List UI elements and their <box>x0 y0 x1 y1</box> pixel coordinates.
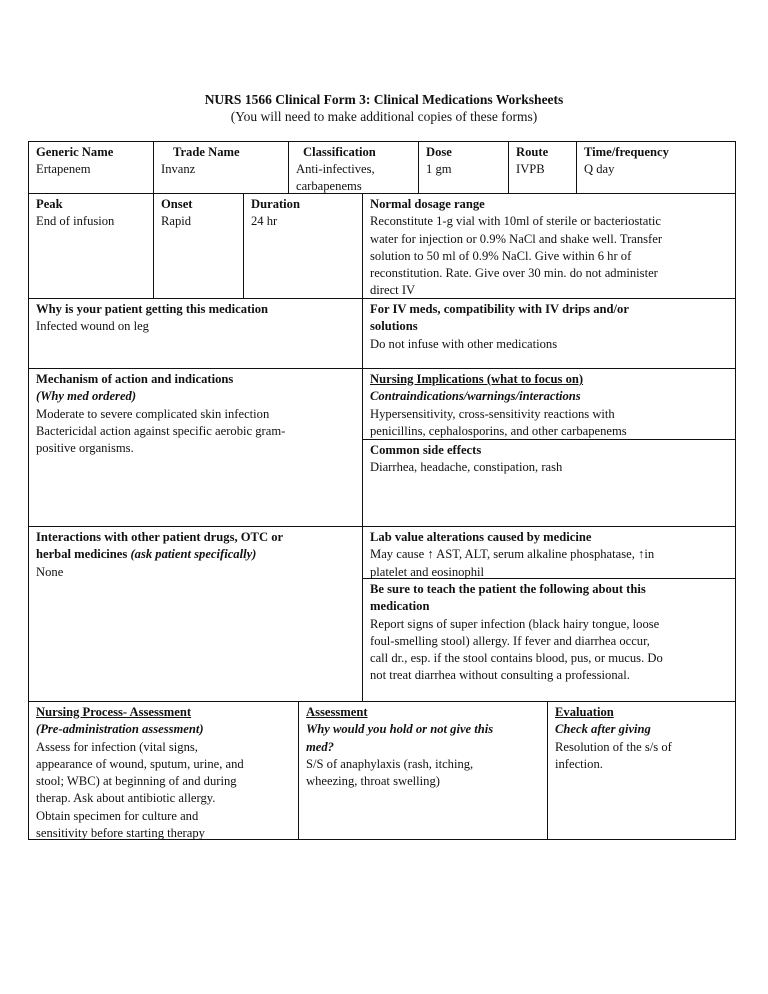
assessment-sublabel-1: Why would you hold or not give this <box>306 722 494 737</box>
normal-dosage-line: water for injection or 0.9% NaCl and shake well. Transfer <box>370 231 663 246</box>
interactions-cell <box>30 528 362 701</box>
peak-cell <box>30 195 153 298</box>
peak-value: End of infusion <box>36 214 115 229</box>
nursing-process-line: appearance of wound, sputum, urine, and <box>36 756 244 771</box>
lab-values-cell <box>364 528 736 578</box>
col-divider <box>508 141 509 193</box>
normal-dosage-label: Normal dosage range <box>370 197 485 211</box>
assessment-line: S/S of anaphylaxis (rash, itching, <box>306 756 474 771</box>
nursing-implications-line: penicillins, cephalosporins, and other carbapenems <box>370 423 627 438</box>
mechanism-cell <box>30 370 362 526</box>
generic-name-value: Ertapenem <box>36 162 91 177</box>
interactions-label-1: Interactions with other patient drugs, OTC or <box>36 530 284 544</box>
nursing-process-sublabel: (Pre-administration assessment) <box>36 722 204 737</box>
duration-cell <box>245 195 362 298</box>
row-divider <box>28 526 736 527</box>
col-divider <box>418 141 419 193</box>
col-divider <box>153 193 154 298</box>
col-divider <box>547 701 548 840</box>
mechanism-line: Bactericidal action against specific aerobic gram- <box>36 423 286 438</box>
generic-name-cell <box>30 143 153 193</box>
nursing-process-cell <box>30 703 298 840</box>
col-divider <box>153 141 154 193</box>
evaluation-label: Evaluation <box>555 705 614 719</box>
trade-name-cell <box>155 143 288 193</box>
why-medication-cell <box>30 300 362 368</box>
document-subtitle: (You will need to make additional copies of these forms) <box>230 109 538 124</box>
col-divider <box>362 193 363 701</box>
classification-label: Classification <box>303 145 376 159</box>
lab-values-line: May cause ↑ AST, ALT, serum alkaline phosphatase, ↑in <box>370 547 655 562</box>
why-medication-value: Infected wound on leg <box>36 319 149 334</box>
assessment-line: wheezing, throat swelling) <box>306 774 440 789</box>
col-divider <box>288 141 289 193</box>
duration-label: Duration <box>251 197 300 211</box>
teach-patient-cell <box>364 580 736 701</box>
teach-patient-label-2: medication <box>370 599 430 614</box>
dose-value: 1 gm <box>426 162 452 177</box>
normal-dosage-cell <box>364 195 736 298</box>
teach-patient-line: foul-smelling stool) allergy. If fever and diarrhea occur, <box>370 633 650 648</box>
iv-compatibility-cell <box>364 300 736 368</box>
teach-patient-label-1: Be sure to teach the patient the following about this <box>370 582 646 596</box>
teach-patient-line: call dr., esp. if the stool contains blood, pus, or mucus. Do <box>370 651 663 666</box>
onset-label: Onset <box>161 197 193 211</box>
normal-dosage-line: Reconstitute 1-g vial with 10ml of sterile or bacteriostatic <box>370 214 661 229</box>
time-frequency-value: Q day <box>584 162 615 177</box>
assessment-cell <box>300 703 547 840</box>
nursing-implications-sublabel: Contraindications/warnings/interactions <box>370 389 581 404</box>
peak-label: Peak <box>36 197 63 211</box>
row-divider <box>28 368 736 369</box>
nursing-process-label: Nursing Process- Assessment <box>36 705 192 719</box>
trade-name-label: Trade Name <box>173 145 240 159</box>
iv-compatibility-label-2: solutions <box>370 319 418 334</box>
normal-dosage-line: direct IV <box>370 283 416 298</box>
document-header <box>0 92 768 125</box>
nursing-process-line: therap. Ask about antibiotic allergy. <box>36 791 216 806</box>
mechanism-line: Moderate to severe complicated skin infection <box>36 406 270 421</box>
time-frequency-label: Time/frequency <box>584 145 669 159</box>
row-divider <box>28 193 736 194</box>
side-effects-label: Common side effects <box>370 443 482 457</box>
duration-value: 24 hr <box>251 214 278 229</box>
nursing-process-line: stool; WBC) at beginning of and during <box>36 774 237 789</box>
trade-name-value: Invanz <box>161 162 196 177</box>
lab-values-line: platelet and eosinophil <box>370 564 485 578</box>
teach-patient-line: Report signs of super infection (black hairy tongue, loose <box>370 616 660 631</box>
classification-value-1: Anti-infectives, <box>296 162 375 177</box>
classification-cell <box>290 143 418 193</box>
assessment-label: Assessment <box>306 705 368 719</box>
teach-patient-line: not treat diarrhea without consulting a professional. <box>370 668 630 683</box>
row-divider <box>28 701 736 702</box>
evaluation-cell <box>549 703 736 840</box>
col-divider <box>576 141 577 193</box>
evaluation-line: Resolution of the s/s of <box>555 739 672 754</box>
row-divider <box>362 578 736 579</box>
normal-dosage-line: reconstitution. Rate. Give over 30 min. do not administer <box>370 266 658 281</box>
interactions-value: None <box>36 564 64 579</box>
normal-dosage-line: solution to 50 ml of 0.9% NaCl. Give within 6 hr of <box>370 248 632 263</box>
evaluation-line: infection. <box>555 756 603 771</box>
nursing-implications-line: Hypersensitivity, cross-sensitivity reactions with <box>370 406 615 421</box>
side-effects-value: Diarrhea, headache, constipation, rash <box>370 460 563 475</box>
onset-value: Rapid <box>161 214 192 229</box>
generic-name-label: Generic Name <box>36 145 114 159</box>
evaluation-sublabel: Check after giving <box>555 722 651 737</box>
dose-label: Dose <box>426 145 452 159</box>
interactions-label-2-italic: (ask patient specifically) <box>130 547 257 562</box>
route-label: Route <box>516 145 549 159</box>
why-medication-label: Why is your patient getting this medication <box>36 302 269 316</box>
nursing-process-line: Obtain specimen for culture and <box>36 808 199 823</box>
classification-value-2: carbapenems <box>296 178 362 193</box>
side-effects-cell <box>364 441 736 526</box>
row-divider <box>28 298 736 299</box>
route-value: IVPB <box>516 162 545 177</box>
col-divider <box>243 193 244 298</box>
iv-compatibility-label-1: For IV meds, compatibility with IV drips and/or <box>370 302 629 316</box>
row-divider <box>362 439 736 440</box>
nursing-implications-cell <box>364 370 736 439</box>
onset-cell <box>155 195 243 298</box>
mechanism-line: positive organisms. <box>36 441 134 456</box>
time-frequency-cell <box>578 143 734 193</box>
iv-compatibility-value: Do not infuse with other medications <box>370 336 558 351</box>
mechanism-sublabel: (Why med ordered) <box>36 389 137 404</box>
route-cell <box>510 143 576 193</box>
nursing-implications-label: Nursing Implications (what to focus on) <box>370 372 584 386</box>
assessment-sublabel-2: med? <box>306 739 334 754</box>
dose-cell <box>420 143 508 193</box>
col-divider <box>298 701 299 840</box>
nursing-process-line: Assess for infection (vital signs, <box>36 739 198 754</box>
mechanism-label: Mechanism of action and indications <box>36 372 234 386</box>
interactions-label-2: herbal medicines <box>36 547 131 562</box>
lab-values-label: Lab value alterations caused by medicine <box>370 530 592 544</box>
nursing-process-line: sensitivity before starting therapy <box>36 826 205 840</box>
document-title: NURS 1566 Clinical Form 3: Clinical Medications Worksheets <box>204 92 564 107</box>
